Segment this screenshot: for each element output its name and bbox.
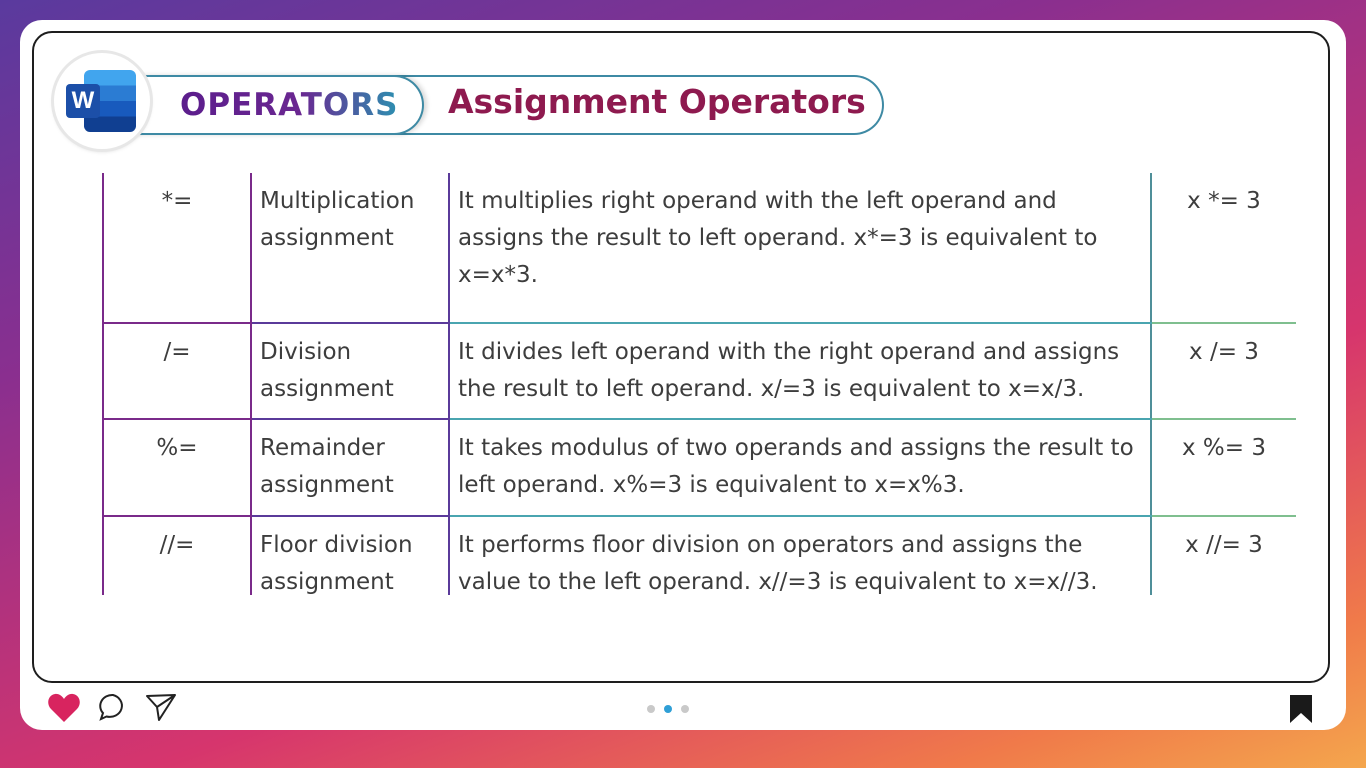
share-icon[interactable]: [145, 692, 177, 722]
table-row: [103, 516, 1296, 595]
description-cell: It multiplies right operand with the left operand and assigns the result to left operand. x*=3 is equivalent to x=x*3.: [449, 173, 1151, 323]
post-card: [20, 20, 1346, 730]
name-cell: Division assignment: [251, 323, 449, 419]
operators-table: [102, 173, 1296, 595]
word-logo-badge: [54, 53, 150, 149]
description-cell: It takes modulus of two operands and assigns the result to left operand. x%=3 is equivalent to x=x%3.: [449, 419, 1151, 516]
operator-cell: %=: [103, 419, 251, 516]
table-row: [103, 419, 1296, 516]
example-cell: x *= 3: [1151, 173, 1296, 323]
name-cell: Remainder assignment: [251, 419, 449, 516]
section-pill: [126, 75, 424, 135]
name-cell: Floor division assignment: [251, 516, 449, 595]
carousel-dot[interactable]: [647, 705, 655, 713]
description-cell: It performs floor division on operators and assigns the value to the left operand. x//=3 is equivalent to x=x//3.: [449, 516, 1151, 595]
table-row: [103, 173, 1296, 323]
heart-icon[interactable]: [47, 692, 81, 724]
comment-icon[interactable]: [98, 692, 128, 722]
name-cell: Multiplication assignment: [251, 173, 449, 323]
word-logo-letter: W: [66, 84, 100, 118]
operator-cell: //=: [103, 516, 251, 595]
word-icon: [66, 70, 140, 132]
carousel-dot-active[interactable]: [664, 705, 672, 713]
carousel-dot[interactable]: [681, 705, 689, 713]
operator-cell: *=: [103, 173, 251, 323]
slide-frame: [32, 31, 1330, 683]
section-label: OPERATORS: [180, 87, 399, 123]
page-title: Assignment Operators: [448, 82, 866, 121]
description-cell: It divides left operand with the right operand and assigns the result to left operand. x/=3 is equivalent to x=x/3.: [449, 323, 1151, 419]
operator-cell: /=: [103, 323, 251, 419]
example-cell: x //= 3: [1151, 516, 1296, 595]
table-row: [103, 323, 1296, 419]
example-cell: x /= 3: [1151, 323, 1296, 419]
example-cell: x %= 3: [1151, 419, 1296, 516]
bookmark-icon[interactable]: [1288, 694, 1314, 724]
